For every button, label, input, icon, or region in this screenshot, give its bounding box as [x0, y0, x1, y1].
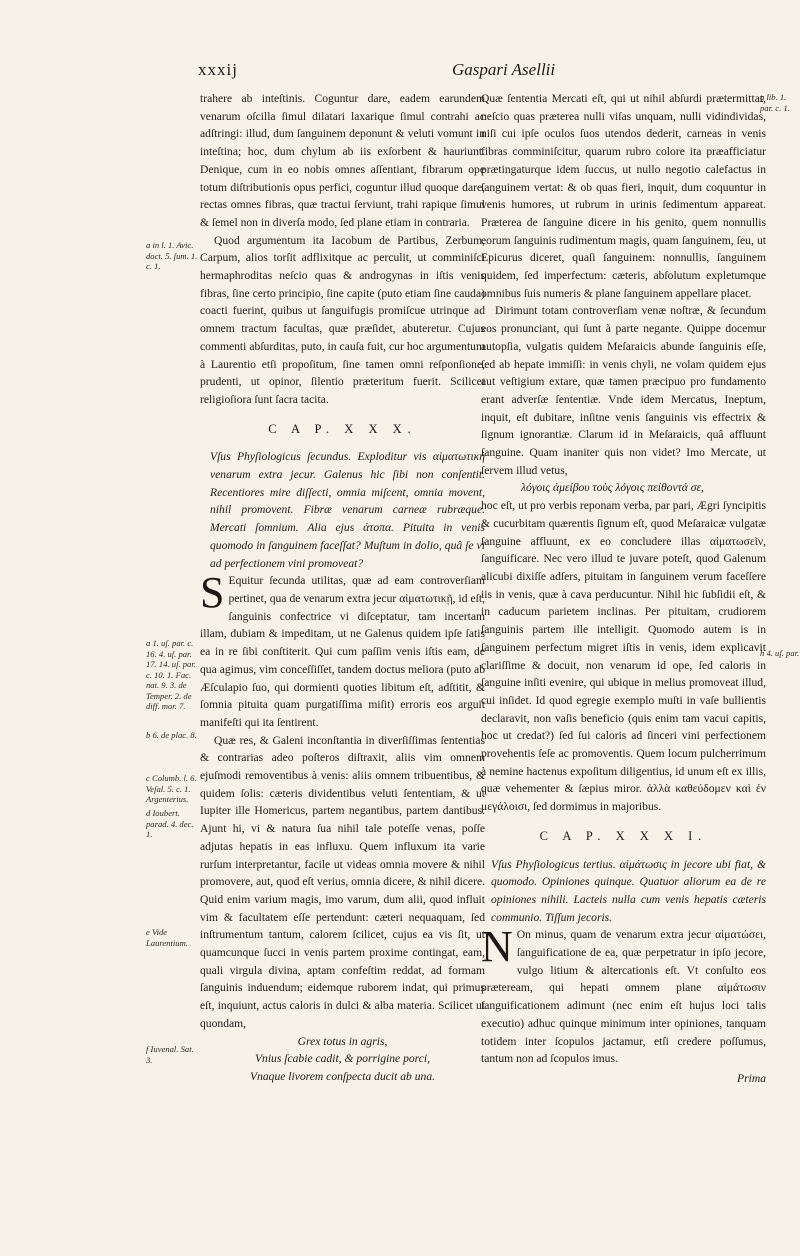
verse-line: Vnaque livorem conſpecta ducit ab una.	[249, 1069, 436, 1083]
right-column	[481, 90, 766, 1088]
paragraph-text: Equitur ſecunda utilitas, quæ ad eam controverſiam pertinet, qua de venarum extra jecur αἱματωτικῇ, id eſt, ſanguinis confectrice vi diſceptatur, tam incertam illam, dubiam & impeditam, ut ne Galenus quidem ipſe ſatis ea in re ſibi conſtiterit. Qui cum paſſim venis iſtis eam, de qua agimus, vim conceſſiſſet, tandem doctus meliora (puto ab Æſculapio ſuo, qui dormienti quoties libitum eſt, adſtitit, & ſomnia pituita quam purgatiſſima miſit) erroris eos arguit manifeſti qui ita ſentirent.	[200, 574, 485, 729]
paragraph	[200, 568, 485, 731]
paragraph: Quod argumentum ita Iacobum de Partibus, Zerbum, Carpum, alios torſit adflixitque ac perculit, ut comminiſci hermaphroditas neſcio quas & androgynas in iſtis venis fibras, ſine certo principio, ſine capite (puto etiam ſine cauda) coacti fuerint, quibus ut ſanguifugis promiſcue utrinque ad omnem tractum facultas, quæ præſidet, abuteretur. Cujus commenti abſurditas, puto, in cauſa fuit, cur hoc argumentum à Laurentio etſi propoſitum, ſine tamen omni reſponſione, prudenti, ut opinor, ſilentio præteritum fuerit. Scilicet religioſiora ſunt ſacra tacita.	[200, 233, 485, 406]
margin-note-f: f Iuvenal. Sat. 3.	[146, 1044, 194, 1065]
margin-note-a: a in l. 1. Avic. doct. 5. ſum. 1. c. 1.	[146, 240, 198, 271]
margin-note-c: c Columb. l. 6. Veſal. 5. c. 1. Argenterius.	[146, 773, 197, 804]
margin-note-b: a 1. uſ. par. c. 16. 4. uſ. par. 17. 14. uſ. par. c. 10. 1. Fac. nat. 9. 3. de Temper. 2. de diff. mor. 7.	[146, 638, 196, 711]
chapter-summary: Vſus Phyſiologicus ſecundus. Exploditur vis αἱματωτική venarum extra jecur. Galenus hic ſibi non conſentit. Recentiores mire diſſecti, omnia miſcent, omnia movent, nihil promovent. Fibræ venarum carneæ rubræque. Mercati ſomnium. Alia ejus ἀτοπα. Pituita in venis quomodo in ſanguinem faceſſat? Muſtum in dolio, quâ ſe vi ad perfectionem vini promoveat?	[210, 450, 485, 570]
paragraph: Quæ res, & Galeni inconſtantia in diverſiſſimas ſententias & contrarias adeo poſteros diſtraxit, aliis vim omnem ejuſmodi removentibus à venis: aliis omnem tribuentibus, & quidem ſolis: cæteris dividentibus veluti ſententiam, & ut Iupiter ille Homericus, partem negantibus, partem dantibus. Ajunt hi, vi & natura ſua nihil tale poteſſe venas, poſſe adjutas hepatis in eas influxu. Quem influxum ita varie rurſum interpretantur, facile ut videas omnia movere & nihil promovere, aut, quod eſt verius, omnia dicere, & nihil dicere. Quid enim varium magis, imo varum, dum alii, quod influit vim & facultatem eſſe pertendunt: cæteri nequaquam, ſed inſtrumentum tantum, calorem ſcilicet, cujus ea vis ſit, ut quamcunque ſucci in venis partem proxime contingat, eam, quali virgula divina, aptam confeſtim reddat, ad formam ſanguinis induendum; eidemque ruborem indat, qui primus eſt, inquiunt, actus caloris in dulci & alba materia. Scilicet ut quondam,	[200, 733, 485, 1030]
chapter-heading: C A P. X X X I.	[539, 828, 708, 843]
greek-verse: λόγοις ἀμείβου τοὺς λόγοις πείθοντά σε,	[521, 481, 704, 495]
paragraph: trahere ab inteſtinis. Coguntur dare, eadem earundem venarum oſcilla ſimul dilatari laxarique ſimul contrahi ac adſtringi: illud, dum ſanguinem deponunt & veluti vomunt in inteſtina; hoc, dum chylum ab iis exſorbent & hauriunt. Denique, cum in eo nobis omnes aſſentiant, fibrarum ope totum diſtributionis opus perfici, coguntur illud quoque dare, rectas omnes fibras, quæ tractui ſerviunt, trahi rapique ſimul & ſemel non in diverſa modo, ſed plane etiam in contraria.	[200, 92, 485, 229]
catchword: Prima	[737, 1071, 766, 1085]
page-number: xxxij	[198, 60, 238, 79]
drop-cap: N	[481, 922, 513, 972]
left-column	[200, 90, 485, 1086]
drop-cap: S	[200, 568, 225, 618]
paragraph: Quæ ſententia Mercati eſt, qui ut nihil abſurdi prætermittat, neſcio quas præterea nulli viſas unquam, nulli vidindividas, niſi cui ipſe oculos ſuos utendos dederit, carneas in venis fibras comminiſcitur, quarum rubro colore ita præafficiatur prætingaturque idem ſuccus, ut nullo negotio calefactus in ſanguinem vertat: & ob quas fieri, inquit, dum coquuntur in venis humores, ut rubrum in urinis ſedimentum appareat. Præterea de ſanguine dicere in his genito, quem nonnullis eorum ſanguinis rudimentum magis, quam ſanguinem, ſeu, ut Epicurus diceret, quaſi ſanguinem: nonnullis, ſanguinem quidem, ſed imperfectum: cæteris, abſolutum expletumque omnibus ſuis numeris & plane ſanguinem appellare placet.	[481, 92, 766, 300]
page-header	[0, 60, 800, 88]
margin-note-d: d Ioubert. parad. 4. dec. 1.	[146, 808, 194, 839]
paragraph	[481, 922, 766, 1068]
margin-note-g: g lib. 1. par. c. 1.	[760, 92, 790, 113]
paragraph: hoc eſt, ut pro verbis reponam verba, par pari, Ægri ſyncipitis & cucurbitam quærentis ſignum eſt, quod Meſaraicæ vulgatæ ſanguine affluunt, ex eo concludere illas αἱματωσεῖν, ſanguificare. Nec vero illud te juvare poteſt, quod Galenum alicubi dixiſſe adſers, pituitam in ſanguinem verum faceſſere iis in venis, quæ à cava perducuntur. Nihil hic ſubſidii eſt, & in caducum parietem inclinas. Per pituitam, crudiorem ſanguinis partem ille intelligit. Quomodo autem is in ſanguinem perfectum migret iſtis in venis, idem explicavit clariſſime & docuit, non venarum id ope, ſed caloris in ſanguine inſiti evenire, qui ubique in melius promoveat illud, cui inſidet. Id quod egregie exemplo muſti in vaſe bullientis declaravit, non vaſis beneficio (quis enim tam vacui capitis, hoc ut credat?) ſed ſui caloris ad ſinceri vini perfectionem provehentis ſeſe ac promoventis. Quem locum pulcherrimum à nemine hactenus expoſitum diligentius, id unum eſt ex illis, quæ vehementer & ſæpius miror. ἀλλὰ καθεύδομεν καὶ ἐν μεγάλοισι, ſed dormimus in majoribus.	[481, 499, 766, 814]
verse-line: Vnius ſcabie cadit, & porrigine porci,	[254, 1052, 431, 1066]
margin-note-h: h 4. uſ. par.	[760, 648, 800, 658]
paragraph-text: On minus, quam de venarum extra jecur αἱματώσει, ſanguificatione de ea, quæ perpetratur in ipſo jecore, vulgo litium & altercationis eſt. Vt conſulto eos præteream, qui hepati omnem plane αἱμάτωσιν ſanguificationem adimunt (nec enim eſt hujus loci talis executio) adhuc quinque minimum inter opiniones, tanquam totidem inter ſcopulos jactamur, etſi credere poſſumus, tantum non ad ſcopulos imus.	[481, 928, 766, 1066]
running-head: Gaspari Asellii	[452, 60, 556, 79]
chapter-summary: Vſus Phyſiologicus tertius. αἱμάτωσις in jecore ubi fiat, & quomodo. Opiniones quinque. Quatuor aliorum ea de re opiniones nihili. Lacteis nulla cum venis hepatis cæteris communio. Tiſſum jecoris.	[491, 857, 766, 924]
verse-line: Grex totus in agris,	[297, 1034, 388, 1048]
paragraph: Dirimunt totam controverſiam venæ noſtræ, & ſecundum eos pronunciant, qui ſunt à parte negante. Quippe docemur autopſia, vulgatis quidem Meſaraicis abunde ſanguinis eſſe, ſed ab hepate immiſſi: in venis chyli, ne volam quidem ejus aut veſtigium extare, quæ tamen præcipuo pro fundamento erant adverſæ ſententiæ. Vnde idem Mercatus, Ineptum, inquit, eſt dubitare, inſitne venis ſanguinis vis effectrix & ſignum ignorantiæ. Clarum id in Meſaraicis, quâ affluunt ſanguine. Quam inaniter quis non videt? Imo Mercate, ut ſervem illud vetus,	[481, 304, 766, 477]
margin-note-b2: b 6. de plac. 8.	[146, 730, 197, 740]
margin-note-e: e Vide Laurentium.	[146, 927, 188, 948]
chapter-heading: C A P. X X X.	[268, 421, 417, 436]
